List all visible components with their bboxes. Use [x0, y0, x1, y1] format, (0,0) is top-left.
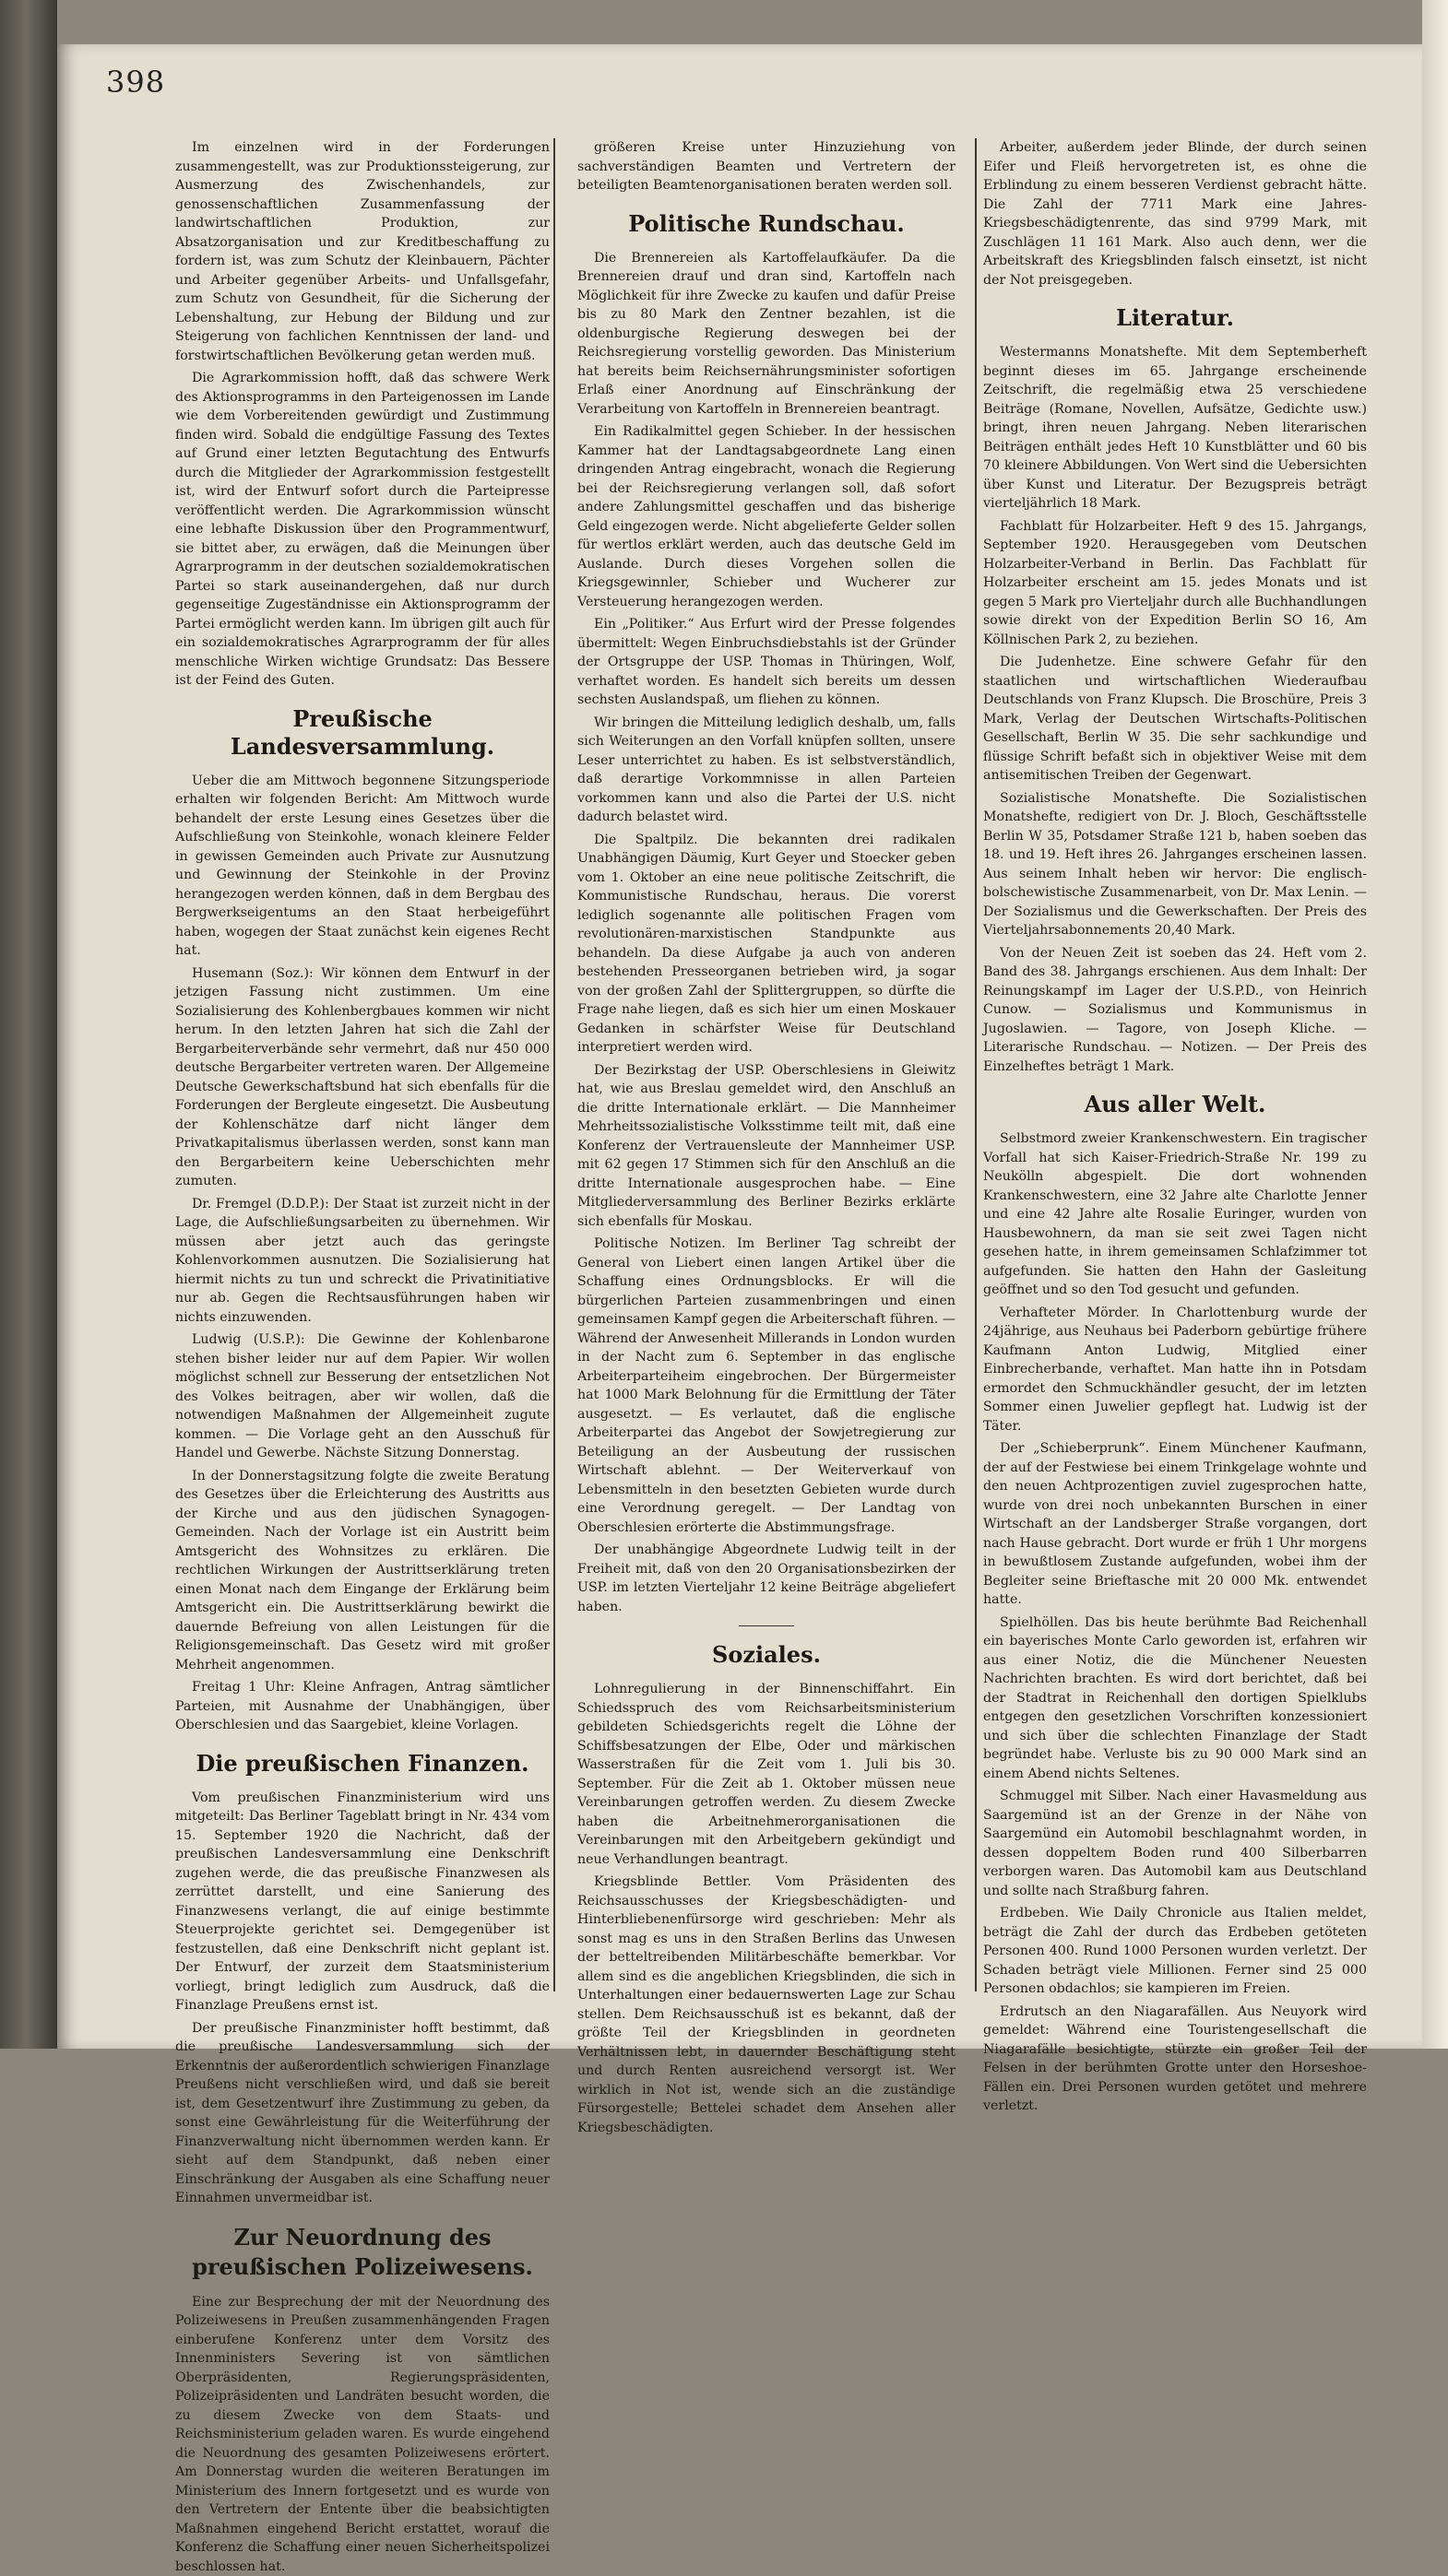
article-paragraph: größeren Kreise unter Hinzuziehung von sachverständigen Beamten und Vertretern der beteiligten Beamtenorganisationen beraten werden soll.	[577, 138, 955, 195]
article-paragraph: Sozialistische Monatshefte. Die Sozialistischen Monatshefte, redigiert von Dr. J. Bloch, Geschäftsstelle Berlin W 35, Potsdamer Straße 121 b, haben soeben das 18. und 19. Heft ihres 26. Jahrganges erscheinen lassen. Aus seinem Inhalt heben wir hervor: Die englisch-bolschewistische Zusammenarbeit, von Dr. Max Lenin. — Der Sozialismus und die Gewerkschaften. Der Preis des Vierteljahrsabonnements 20,40 Mark.	[983, 789, 1367, 940]
headline-soziales: Soziales.	[577, 1641, 955, 1669]
article-paragraph: Ein „Politiker.“ Aus Erfurt wird der Presse folgendes übermittelt: Wegen Einbruchsdiebstahls ist der Gründer der Ortsgruppe der USP. Thomas in Thüringen, Wolf, verhaftet worden. Es handelt sich bereits um dessen sechsten Auslandspaß, um fliehen zu können.	[577, 615, 955, 710]
article-paragraph: Die Spaltpilz. Die bekannten drei radikalen Unabhängigen Däumig, Kurt Geyer und Stoecker geben vom 1. Oktober an eine neue politische Zeitschrift, die Kommunistische Rundschau, heraus. Die vorerst lediglich sogenannte alle politischen Fragen vom revolutionären-marxistischen Standpunkte aus behandeln. Da diese Aufgabe ja auch von anderen bestehenden Presseorganen betrieben wird, ja sogar von der großen Zahl der Splittergruppen, so dürfte die Frage nahe liegen, daß es sich hier um einen Moskauer Gedanken in schärfster Weise für Deutschland interpretiert werden wird.	[577, 831, 955, 1058]
section-divider	[739, 1625, 794, 1626]
article-paragraph: Von der Neuen Zeit ist soeben das 24. Heft vom 2. Band des 38. Jahrgangs erschienen. Aus dem Inhalt: Der Reinungskampf im Lager der U.S.P.D., von Heinrich Cunow. — Sozialismus und Kommunismus in Jugoslawien. — Tagore, von Joseph Kliche. — Literarische Rundschau. — Notizen. — Der Preis des Einzelheftes beträgt 1 Mark.	[983, 944, 1367, 1077]
article-paragraph: Politische Notizen. Im Berliner Tag schreibt der General von Liebert einen langen Artikel über die Schaffung eines Ordnungsblocks. Er will die bürgerlichen Parteien zusammenbringen und einen gemeinsamen Kampf gegen die Arbeiterschaft führen. — Während der Anwesenheit Millerands in London wurden in der Nacht zum 6. September in das englische Arbeiterparteiheim eingebrochen. Der Bürgermeister hat 1000 Mark Belohnung für die Ermittlung der Täter ausgesetzt. — Es verlautet, daß die englische Arbeiterpartei das Angebot der Sowjetregierung zur Beteiligung an der Ausbeutung der russischen Wirtschaft ablehnt. — Der Weiterverkauf von Lebensmitteln in den besetzten Gebieten wurde durch eine Verordnung geregelt. — Der Landtag von Oberschlesien erörterte die Abstimmungsfrage.	[577, 1235, 955, 1537]
headline-landesversammlung: Preußische Landesversammlung.	[175, 705, 550, 761]
page-number: 398	[106, 65, 165, 100]
article-paragraph: Der Bezirkstag der USP. Oberschlesiens in Gleiwitz hat, wie aus Breslau gemeldet wird, den Anschluß an die dritte Internationale erklärt. — Die Mannheimer Mehrheitssozialistische Volksstimme teilt mit, daß eine Konferenz der Vertrauensleute der Mannheimer USP. mit 62 gegen 17 Stimmen sich für den Anschluß an die dritte Internationale ausgesprochen habe. — Eine Mitgliederversammlung des Berliner Bezirks erklärte sich ebenfalls für Moskau.	[577, 1061, 955, 1232]
article-paragraph: Erdbeben. Wie Daily Chronicle aus Italien meldet, beträgt die Zahl der durch das Erdbeben getöteten Personen 400. Rund 1000 Personen wurden verletzt. Der Schaden beträgt viele Millionen. Ferner sind 25 000 Personen obdachlos; sie kampieren im Freien.	[983, 1904, 1367, 1999]
headline-politische-rundschau: Politische Rundschau.	[577, 210, 955, 238]
article-paragraph: Westermanns Monatshefte. Mit dem Septemberheft beginnt dieses im 65. Jahrgange erscheinende Zeitschrift, die regelmäßig etwa 25 verschiedene Beiträge (Romane, Novellen, Aufsätze, Gedichte usw.) bringt, ihren neuen Jahrgang. Neben literarischen Beiträgen enthält jedes Heft 10 Kunstblätter und 60 bis 70 kleinere Abbildungen. Von Wert sind die Uebersichten über Kunst und Literatur. Der Bezugspreis beträgt vierteljährlich 18 Mark.	[983, 343, 1367, 514]
column-left	[175, 138, 563, 1991]
article-paragraph: Selbstmord zweier Krankenschwestern. Ein tragischer Vorfall hat sich Kaiser-Friedrich-Straße Nr. 199 zu Neukölln abgespielt. Die dort wohnenden Krankenschwestern, eine 32 Jahre alte Charlotte Jenner und eine 42 Jahre alte Rosalie Euringer, wurden von Hausbewohnern, da man sie seit zwei Tagen nicht gesehen hatte, in ihrem gemeinsamen Schlafzimmer tot aufgefunden. Sie hatten den Hahn der Gasleitung geöffnet und so den Tod gesucht und gefunden.	[983, 1129, 1367, 1300]
article-paragraph: Ueber die am Mittwoch begonnene Sitzungsperiode erhalten wir folgenden Bericht: Am Mittwoch wurde behandelt der erste Lesung eines Gesetzes über die Aufschließung von Steinkohle, wonach kleinere Felder in gewissen Gemeinden auch Private zur Ausnutzung und Gewinnung der Steinkohle in der Provinz herangezogen werden können, daß in dem Bergbau des Bergwerkseigentums an den Staat herbeigeführt haben, wogegen der Staat zunächst kein eigenes Recht hat.	[175, 772, 550, 961]
scan-binding-edge	[0, 0, 57, 2049]
article-paragraph: Im einzelnen wird in der Forderungen zusammengestellt, was zur Produktionssteigerung, zur Ausmerzung des Zwischenhandels, zur genossenschaftlichen Zusammenfassung der landwirtschaftlichen Produktion, zur Absatzorganisation und zur Kreditbeschaffung zu fordern ist, was zum Schutz der Kleinbauern, Pächter und Arbeiter gegenüber Arbeits- und Unfallsgefahr, zum Schutz von Gesundheit, für die Sicherung der Lebenshaltung, zur Hebung der Bildung und zur Steigerung von fachlichen Kenntnissen der land- und forstwirtschaftlichen Bevölkerung getan werden muß.	[175, 138, 550, 365]
article-paragraph: Ein Radikalmittel gegen Schieber. In der hessischen Kammer hat der Landtagsabgeordnete Lang einen dringenden Antrag eingebracht, wonach die Regierung bei der Reichsregierung verlangen soll, daß sofort andere Zahlungsmittel geschaffen und das bisherige Geld eingezogen werde. Nicht abgelieferte Gelder sollen für wertlos erklärt werden, auch das deutsche Geld im Auslande. Durch dieses Vorgehen sollen die Kriegsgewinnler, Schieber und Wucherer zur Versteuerung herangezogen werden.	[577, 422, 955, 611]
headline-finanzen: Die preußischen Finanzen.	[175, 1750, 550, 1778]
article-paragraph: Eine zur Besprechung der mit der Neuordnung des Polizeiwesens in Preußen zusammenhängenden Fragen einberufene Konferenz unter dem Vorsitz des Innenministers Severing ist von sämtlichen Oberpräsidenten, Regierungspräsidenten, Polizeipräsidenten und Landräten besucht worden, die zu diesem Zwecke von dem Staats- und Reichsministerium geladen waren. Es wurde eingehend die Neuordnung des gesamten Polizeiwesens erörtert. Am Donnerstag wurden die weiteren Beratungen im Ministerium des Innern fortgesetzt und es wurde von den Vertretern der Entente über die beabsichtigten Maßnahmen eingehend Bericht erstattet, worauf die Konferenz die Schaffung einer neuen Sicherheitspolizei beschlossen hat.	[175, 2293, 550, 2576]
article-paragraph: Der „Schieberprunk“. Einem Münchener Kaufmann, der auf der Festwiese bei einem Trinkgelage wohnte und den neuen Achtprozentigen zuviel zugesprochen hatte, wurde von drei noch unbekannten Burschen in einer Wirtschaft an der Landsberger Straße vorgangen, dort nach Hause gebracht. Dort wurde er früh 1 Uhr morgens in bewußtlosem Zustande aufgefunden, wobei ihm der Begleiter seine Brieftasche mit 20 000 Mk. entwendet hatte.	[983, 1439, 1367, 1610]
article-paragraph: In der Donnerstagsitzung folgte die zweite Beratung des Gesetzes über die Erleichterung des Austritts aus der Kirche und aus den jüdischen Synagogen-Gemeinden. Nach der Vorlage ist ein Austritt beim Amtsgericht des Wohnsitzes zu erklären. Die rechtlichen Wirkungen der Austrittserklärung treten einen Monat nach dem Eingange der Erklärung beim Amtsgericht ein. Die Austrittserklärung bewirkt die dauernde Befreiung von allen Leistungen für die Religionsgemeinschaft. Das Gesetz wird mit großer Mehrheit angenommen.	[175, 1467, 550, 1675]
article-paragraph: Spielhöllen. Das bis heute berühmte Bad Reichenhall ein bayerisches Monte Carlo geworden ist, erfahren wir aus einer Notiz, die die Münchener Neuesten Nachrichten brachten. Es wird dort berichtet, daß bei der Stadtrat in Reichenhall den dortigen Spielklubs entgegen den gesetzlichen Vorschriften konzessioniert und sich über die schlechten Finanzlage der Stadt begründet habe. Verluste bis zu 90 000 Mark sind an einem Abend nichts Seltenes.	[983, 1613, 1367, 1784]
article-paragraph: Die Judenhetze. Eine schwere Gefahr für den staatlichen und wirtschaftlichen Wiederaufbau Deutschlands von Franz Klupsch. Die Broschüre, Preis 3 Mark, Verlag der Deutschen Wirtschafts-Politischen Gesellschaft, Berlin W 35. Die sehr sachkundige und flüssige Schrift befaßt sich in objektiver Weise mit dem antisemitischen Treiben der Gegenwart.	[983, 653, 1367, 786]
column-middle	[563, 138, 968, 1991]
article-paragraph: Dr. Fremgel (D.D.P.): Der Staat ist zurzeit nicht in der Lage, die Aufschließungsarbeiten zu übernehmen. Wir müssen aber jetzt auch das geringste Kohlenvorkommen ausnutzen. Die Sozialisierung hat hiermit nichts zu tun und schreckt die Privatinitiative nur ab. Gegen die Rechtsausführungen haben wir nichts einzuwenden.	[175, 1195, 550, 1328]
article-paragraph: Lohnregulierung in der Binnenschiffahrt. Ein Schiedsspruch des vom Reichsarbeitsministerium gebildeten Schiedsgerichts regelt die Löhne der Schiffsbesatzungen der Elbe, Oder und märkischen Wasserstraßen für die Zeit vom 1. Juli bis 30. September. Für die Zeit ab 1. Oktober müssen neue Vereinbarungen getroffen werden. Zu diesem Zwecke haben die Arbeitnehmerorganisationen die Vereinbarungen mit den Arbeitgebern gekündigt und neue Verhandlungen beantragt.	[577, 1680, 955, 1869]
article-paragraph: Der preußische Finanzminister hofft bestimmt, daß die preußische Landesversammlung sich der Erkenntnis der außerordentlich schwierigen Finanzlage Preußens nicht verschließen wird, und daß sie bereit ist, dem Gesetzentwurf ihre Zustimmung zu geben, da sonst eine Gewährleistung für die Weiterführung der Finanzverwaltung nicht übernommen werden kann. Er sieht auf dem Standpunkt, daß neben einer Einschränkung der Ausgaben als eine Schaffung neuer Einnahmen unvermeidbar ist.	[175, 2019, 550, 2208]
article-paragraph: Ludwig (U.S.P.): Die Gewinne der Kohlenbarone stehen bisher leider nur auf dem Papier. Wir wollen möglichst schnell zur Besserung der entsetzlichen Not des Volkes beitragen, aber wir wollen, daß die notwendigen Maßnahmen der Allgemeinheit zugute kommen. — Die Vorlage geht an den Ausschuß für Handel und Gewerbe. Nächste Sitzung Donnerstag.	[175, 1330, 550, 1463]
article-paragraph: Schmuggel mit Silber. Nach einer Havasmeldung aus Saargemünd ist an der Grenze in der Nähe von Saargemünd ein Automobil beschlagnahmt worden, in dessen doppeltem Boden rund 400 Silberbarren verborgen waren. Das Automobil kam aus Deutschland und sollte nach Straßburg fahren.	[983, 1787, 1367, 1900]
article-paragraph: Freitag 1 Uhr: Kleine Anfragen, Antrag sämtlicher Parteien, mit Ausnahme der Unabhängigen, über Oberschlesien und das Saargebiet, kleine Vorlagen.	[175, 1678, 550, 1735]
article-paragraph: Wir bringen die Mitteilung lediglich deshalb, um, falls sich Weiterungen an den Vorfall knüpfen sollten, unsere Leser unterrichtet zu haben. Es ist selbstverständlich, daß derartige Vorkommnisse in allen Parteien vorkommen kann und also die Partei der U.S. nicht dadurch belastet wird.	[577, 714, 955, 827]
headline-aus-aller-welt: Aus aller Welt.	[983, 1091, 1367, 1118]
article-paragraph: Die Brennereien als Kartoffelaufkäufer. Da die Brennereien drauf und dran sind, Kartoffeln nach Möglichkeit für ihre Zwecke zu kaufen und dafür Preise bis zu 80 Mark den Zentner bezahlen, ist die oldenburgische Regierung deswegen bei der Reichsregierung vorstellig geworden. Das Ministerium hat bereits beim Reichsernährungsminister sofortigen Erlaß einer Anordnung auf Einschränkung der Verarbeitung von Kartoffeln in Brennereien beantragt.	[577, 249, 955, 419]
article-paragraph: Verhafteter Mörder. In Charlottenburg wurde der 24jährige, aus Neuhaus bei Paderborn gebürtige frühere Kaufmann Anton Ludwig, Mitglied einer Einbrecherbande, verhaftet. Man hatte ihn in Potsdam ermordet den Schmuckhändler gesucht, der im letzten Sommer einen Juwelier gepflegt hat. Ludwig ist der Täter.	[983, 1304, 1367, 1436]
headline-polizeiwesen: Zur Neuordnung des preußischen Polizeiwesens.	[175, 2223, 550, 2282]
article-paragraph: Husemann (Soz.): Wir können dem Entwurf in der jetzigen Fassung nicht zustimmen. Um eine Sozialisierung des Kohlenbergbaues kommen wir nicht herum. In den letzten Jahren hat sich die Zahl der Bergarbeiterverbände sehr vermehrt, daß nur 450 000 deutsche Bergarbeiter vertreten waren. Der Allgemeine Deutsche Gewerkschaftsbund hat sich ebenfalls für die Forderungen der Bergleute eingesetzt. Die Ausbeutung der Kohlenschätze darf nicht länger dem Privatkapitalismus überlassen werden, sonst kann man den Bergarbeitern keine Ueberschichten mehr zumuten.	[175, 964, 550, 1191]
column-right	[968, 138, 1374, 1991]
article-paragraph: Der unabhängige Abgeordnete Ludwig teilt in der Freiheit mit, daß von den 20 Organisationsbezirken der USP. im letzten Vierteljahr 12 keine Beiträge abgeliefert haben.	[577, 1541, 955, 1616]
article-paragraph: Die Agrarkommission hofft, daß das schwere Werk des Aktionsprogramms in den Parteigenossen im Lande wie dem Vorbereitenden gewürdigt und Zustimmung finden wird. Sobald die endgültige Fassung des Textes auf Grund einer letzten Begutachtung des Entwurfs durch die Mitglieder der Agrarkommission festgestellt ist, wird der Entwurf sofort durch die Parteipresse veröffentlicht werden. Die Agrarkommission wünscht eine lebhafte Diskussion über den Programmentwurf, sie bittet aber, zu erwägen, daß die Meinungen über Agrarprogramm in der deutschen sozialdemokratischen Partei so stark auseinandergehen, daß nur durch gegenseitige Zugeständnisse ein Aktionsprogramm der Partei ermöglicht werden kann. Im übrigen gilt auch für ein sozialdemokratisches Agrarprogramm der für alles menschliche Wirken wichtige Grundsatz: Das Bessere ist der Feind des Guten.	[175, 369, 550, 691]
article-paragraph: Fachblatt für Holzarbeiter. Heft 9 des 15. Jahrgangs, September 1920. Herausgegeben vom Deutschen Holzarbeiter-Verband in Berlin. Das Fachblatt für Holzarbeiter erscheint am 15. jedes Monats und ist gegen 5 Mark pro Vierteljahr durch alle Buchhandlungen sowie direkt von der Expedition Berlin SO 16, Am Köllnischen Park 2, zu beziehen.	[983, 517, 1367, 650]
headline-literatur: Literatur.	[983, 304, 1367, 332]
article-paragraph: Arbeiter, außerdem jeder Blinde, der durch seinen Eifer und Fleiß hervorgetreten ist, es ohne die Erblindung zu einem besseren Verdienst gebracht hätte. Die Zahl der 7711 Mark eine Jahres-Kriegsbeschädigtenrente, das sind 9799 Mark, mit Zuschlägen 11 161 Mark. Also auch denn, wer die Arbeitskraft des Kriegsblinden falsch einsetzt, ist nicht der Not preisgegeben.	[983, 138, 1367, 290]
article-paragraph: Erdrutsch an den Niagarafällen. Aus Neuyork wird gemeldet: Während eine Touristengesellschaft die Niagarafälle besichtigte, stürzte ein großer Teil der Felsen in der berühmten Grotte unter den Horseshoe-Fällen ein. Drei Personen wurden getötet und mehrere verletzt.	[983, 2003, 1367, 2116]
article-paragraph: Vom preußischen Finanzministerium wird uns mitgeteilt: Das Berliner Tageblatt bringt in Nr. 434 vom 15. September 1920 die Nachricht, daß der preußischen Landesversammlung eine Denkschrift zugehen werde, die das preußische Finanzwesen als zerrüttet darstellt, und eine Sanierung des Finanzwesens verlangt, die auf einige bestimmte Steuerprojekte gerichtet sei. Demgegenüber ist festzustellen, daß eine Denkschrift nicht geplant ist. Der Entwurf, der zurzeit dem Staatsministerium vorliegt, bringt lediglich zum Ausdruck, daß die Finanzlage Preußens ernst ist.	[175, 1789, 550, 2015]
scan-right-edge	[1422, 0, 1448, 2049]
article-paragraph: Kriegsblinde Bettler. Vom Präsidenten des Reichsausschusses der Kriegsbeschädigten- und Hinterbliebenenfürsorge wird geschrieben: Mehr als sonst mag es uns in den Straßen Berlins das Unwesen der betteltreibenden Militärbeschäfte bemerkbar. Vor allem sind es die angeblichen Kriegsblinden, die sich in Unterhaltungen einer bedauernswerten Lage zur Schau stellen. Dem Reichsausschuß ist es bekannt, daß der größte Teil der Kriegsblinden in geordneten Verhältnissen lebt, in dauernder Beschäftigung steht und durch Renten ausreichend versorgt ist. Wer wirklich in Not ist, wende sich an die zuständige Fürsorgestelle; Bettelei schadet dem Ansehen aller Kriegsbeschädigten.	[577, 1873, 955, 2137]
